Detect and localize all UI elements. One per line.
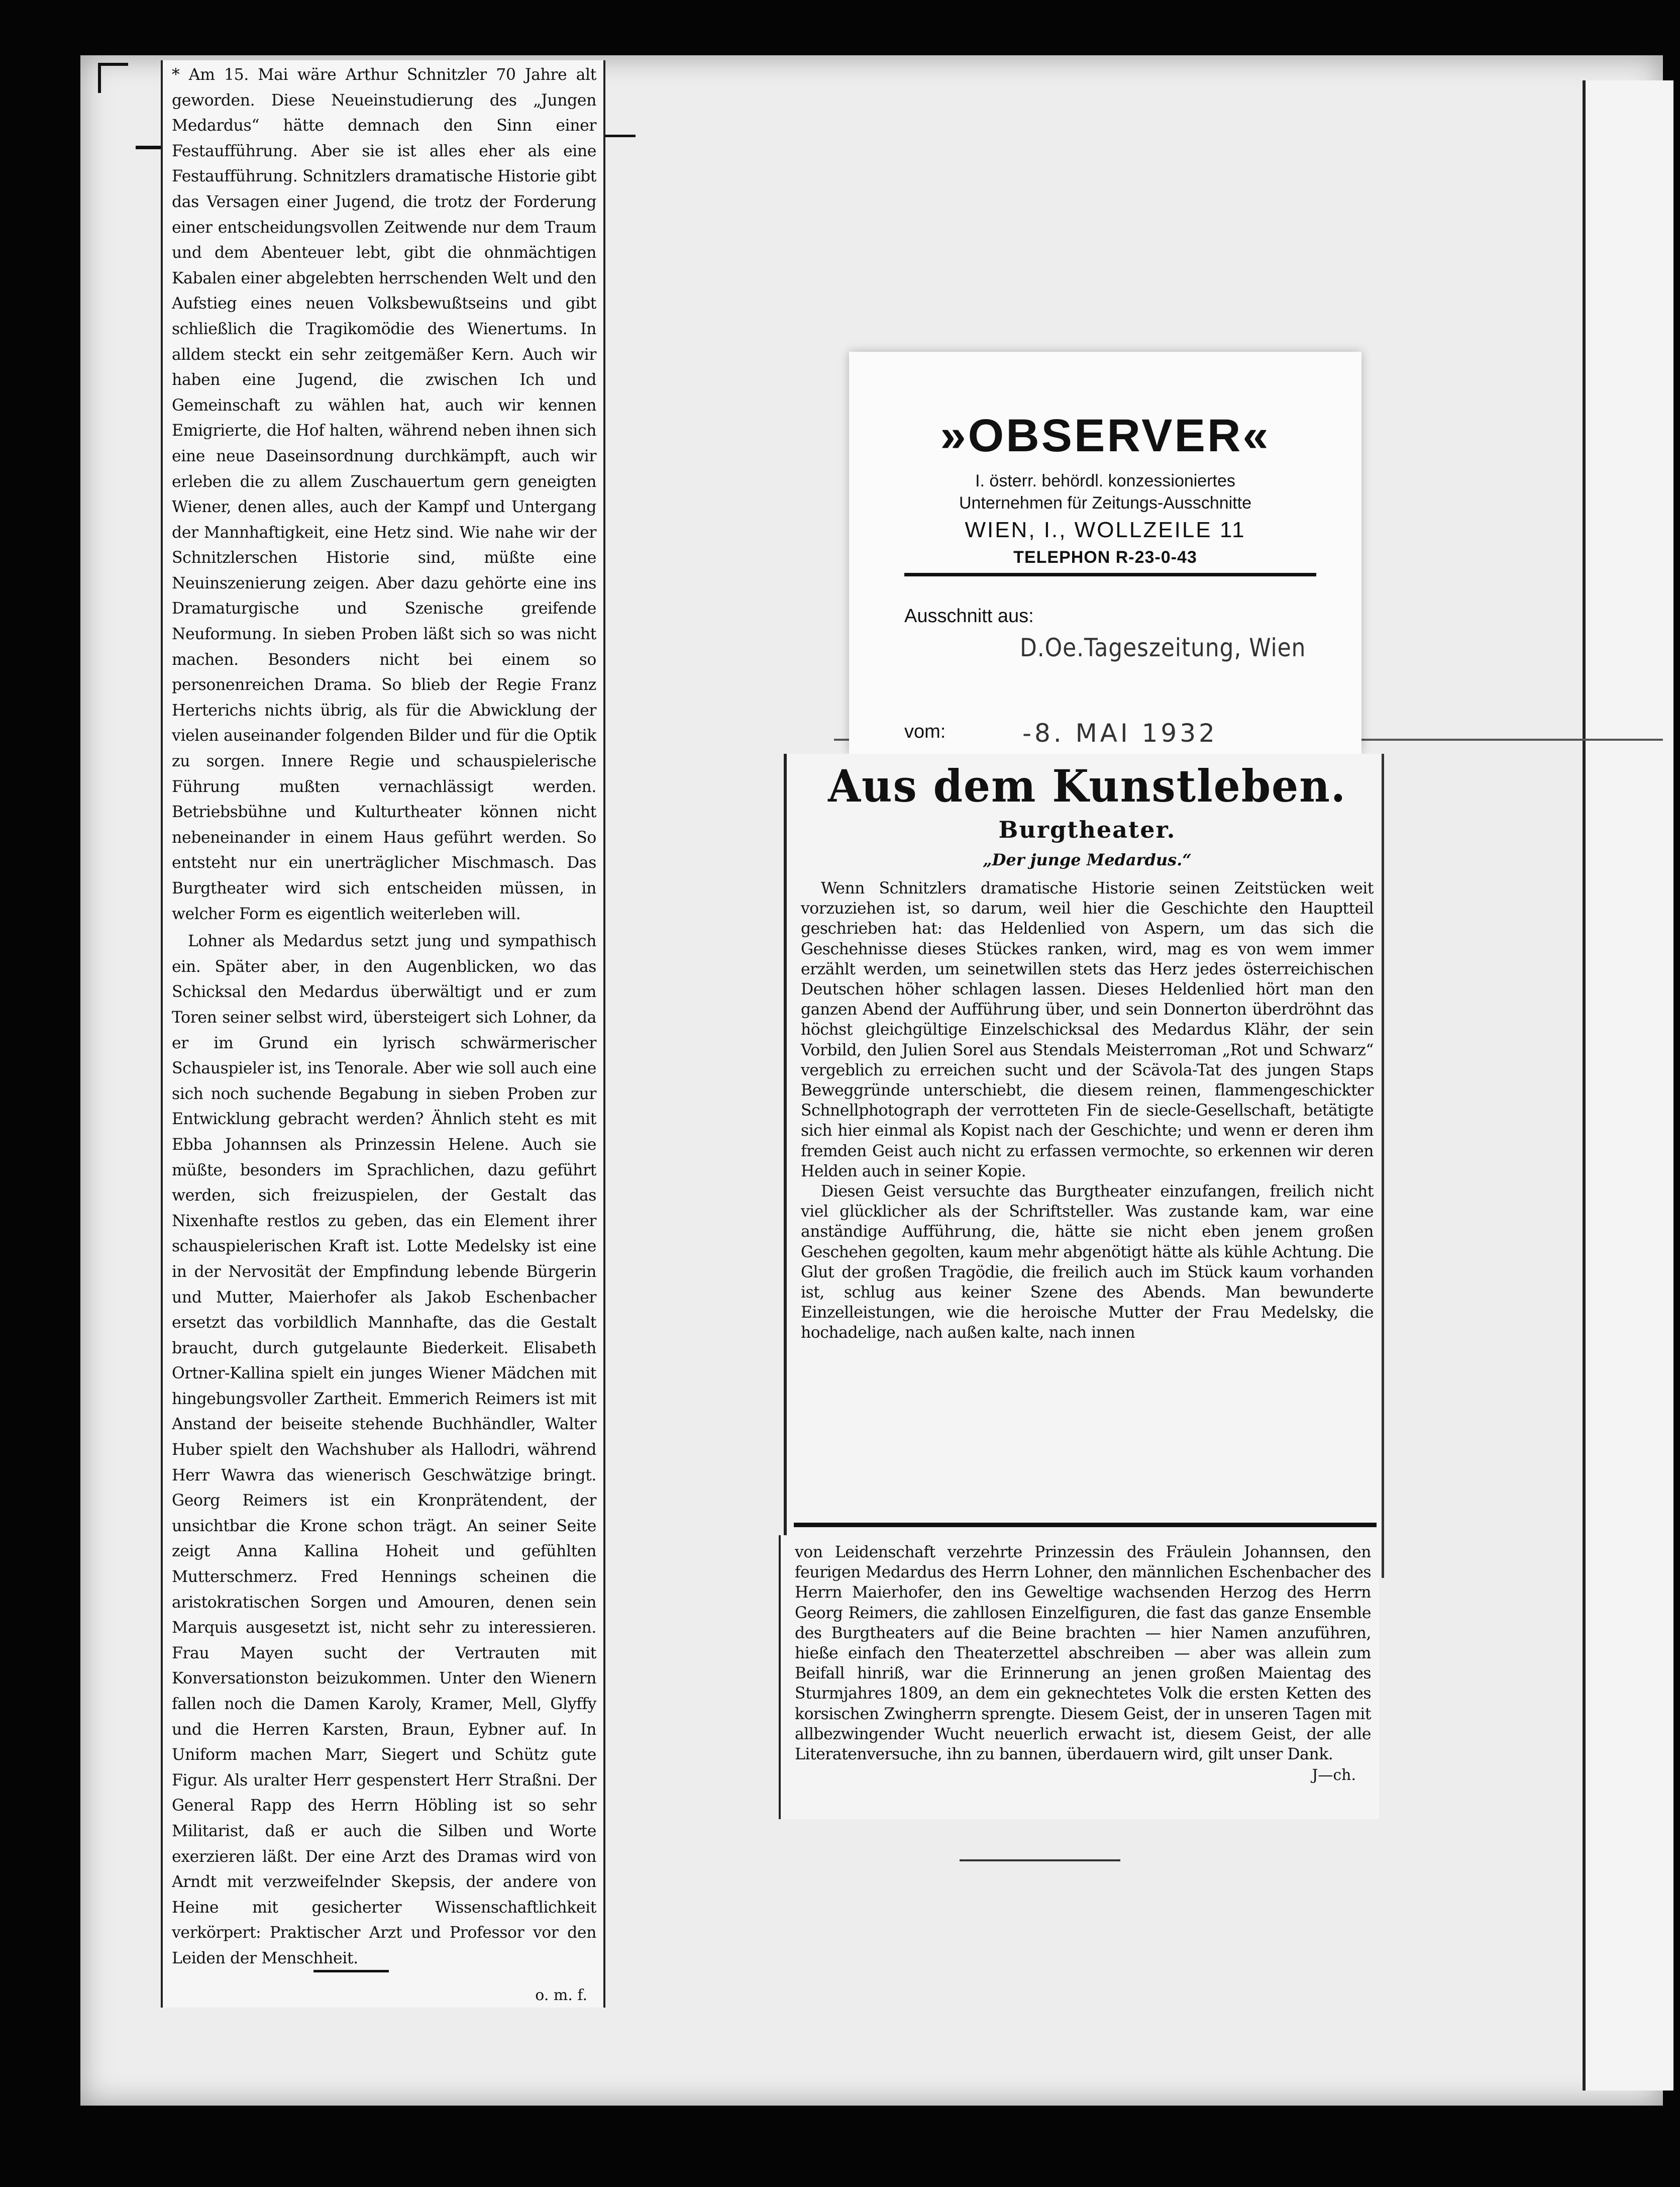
right-article-signature: J—ch. xyxy=(1312,1766,1356,1784)
right-article-paragraph: Wenn Schnitzlers dramatische Historie seinen Zeitstücken weit vorzuziehen ist, so darum, weil hier die Geschichte den Hauptteil geschrieben hat: das Heldenlied von Aspern, um das sich die Geschehnisse dieses Stückes ranken, wird, mag es von wem immer erzählt werden, um seinetwillen stets das Herz jedes österreichischen Deutschen höher schlagen lassen. Dieses Heldenlied hört man den ganzen Abend der Aufführung über, und sein Donnerton überdröhnt das höchst gleichgültige Einzelschicksal des Medardus Klähr, der sein Vorbild, den Julien Sorel aus Stendals Meisterroman „Rot und Schwarz“ vergeblich zu erreichen sucht und der Scävola-Tat des jungen Staps Beweggründe unterschiebt, die diesem reinen, flammengeschickter Schnellphotograph der verrotteten Fin de siecle-Gesellschaft, betätigte sich hier einmal als Kopist nach der Geschichte; und wenn er deren ihm fremden Geist auch nicht zu erfassen vermochte, so erkennen wir deren Helden auch in seiner Kopie. xyxy=(801,879,1374,1180)
corner-mark xyxy=(136,146,163,149)
end-rule xyxy=(960,1859,1120,1861)
right-article-clipping xyxy=(784,754,1384,1578)
right-article-paragraph: Diesen Geist versuchte das Burgtheater einzufangen, freilich nicht viel glücklicher als der Schriftsteller. Was zustande kam, war eine anständige Aufführung, die, hätte sie nicht eben jenem großen Geschehen gegolten, kaum mehr abgenötigt hätte als kühle Achtung. Die Glut der großen Tragödie, die freilich auch im Stück kaum vorhanden ist, schlug aus keiner Szene des Abends. Man bewunderte Einzelleistungen, wie die heroische Mutter der Frau Medelsky, die hochadelige, nach außen kalte, nach innen xyxy=(801,1182,1374,1342)
corner-mark xyxy=(98,63,101,93)
end-rule xyxy=(313,1970,389,1972)
right-article-continuation xyxy=(779,1535,1379,1819)
clipping-source-stamp: D.Oe.Tageszeitung, Wien xyxy=(1020,633,1306,662)
column-divider xyxy=(794,1523,1377,1527)
observer-brand: »OBSERVER« xyxy=(940,410,1271,461)
article-headline: Aus dem Kunstleben. xyxy=(828,760,1346,812)
left-article-paragraph: * Am 15. Mai wäre Arthur Schnitzler 70 Jahre alt geworden. Diese Neueinstudierung des „Jungen Medardus“ hätte demnach den Sinn einer Festaufführung. Aber sie ist alles eher als eine Festaufführung. Schnitzlers dramatische Historie gibt das Versagen einer Jugend, die trotz der Forderung einer entscheidungsvollen Zeitwende nur dem Traum und dem Abenteuer lebt, gibt die ohnmächtigen Kabalen einer abgelebten herrschenden Welt und den Aufstieg eines neuen Volksbewußtseins und gibt schließlich die Tragikomödie des Wienertums. In alldem steckt ein sehr zeitgemäßer Kern. Auch wir haben eine Jugend, die zwischen Ich und Gemeinschaft zu wählen hat, auch wir kennen Emigrierte, die Hof halten, während neben ihnen sich eine neue Daseinsordnung durchkämpft, auch wir erleben die zu allem Zuschauertum gern geneigten Wiener, denen alles, auch der Kampf und Untergang der Mannhaftigkeit, eine Hetz sind. Wie nahe wir der Schnitzlerschen Historie sind, müßte eine Neuinszenierung zeigen. Aber dazu gehörte eine ins Dramaturgische und Szenische greifende Neuformung. In sieben Proben läßt sich so was nicht machen. Besonders nicht bei einem so personenreichen Drama. So blieb der Regie Franz Herterichs nichts übrig, als für die Abwicklung der vielen auseinander folgenden Bilder und für die Optik zu sorgen. Innere Regie und schauspielerische Führung mußten vernachlässigt werden. Betriebsbühne und Kulturtheater können nicht nebeneinander in einem Haus geführt werden. So entsteht nur ein unerträglicher Mischmasch. Das Burgtheater wird sich entscheiden müssen, in welcher Form es eigentlich weiterleben will. xyxy=(172,66,596,923)
clipping-date-stamp: -8. MAI 1932 xyxy=(1022,719,1218,748)
clipping-source-label: Ausschnitt aus: xyxy=(904,606,1034,627)
observer-rule xyxy=(904,573,1316,576)
left-article-signature: o. m. f. xyxy=(535,1986,587,2004)
corner-mark xyxy=(98,63,128,66)
page-edge xyxy=(1583,80,1673,2091)
observer-telephone: TELEPHON R-23-0-43 xyxy=(1013,548,1197,567)
clipping-date-label: vom: xyxy=(904,721,946,742)
article-section-title: Burgtheater. xyxy=(998,816,1176,843)
observer-line: Unternehmen für Zeitungs-Ausschnitte xyxy=(959,493,1252,513)
observer-label xyxy=(849,352,1361,754)
observer-line: I. österr. behördl. konzessioniertes xyxy=(975,471,1235,490)
left-article-paragraph: Lohner als Medardus setzt jung und sympathisch ein. Später aber, in den Augenblicken, wo das Schicksal den Medardus überwältigt und er zum Toren seiner selbst wird, übersteigert sich Lohner, da er im Grund ein lyrisch schwärmerischer Schauspieler ist, ins Tenorale. Aber wie soll auch eine sich noch suchende Begabung in sieben Proben zur Entwicklung gebracht werden? Ähnlich steht es mit Ebba Johannsen als Prinzessin Helene. Auch sie müßte, besonders im Sprachlichen, dazu geführt werden, sich freizuspielen, der Gestalt das Nixenhafte restlos zu geben, das ein Element ihrer schauspielerischen Kraft ist. Lotte Medelsky ist eine in der Nervosität der Empfindung lebende Bürgerin und Mutter, Maierhofer als Jakob Eschenbacher ersetzt das vorbildlich Mannhafte, das die Gestalt braucht, durch gutgelaunte Biederkeit. Elisabeth Ortner-Kallina spielt ein junges Wiener Mädchen mit hingebungsvoller Zartheit. Emmerich Reimers ist mit Anstand der beiseite stehende Buchhändler, Walter Huber spielt den Wachshuber als Hallodri, während Herr Wawra das wienerisch Geschwätzige bringt. Georg Reimers ist ein Kronprätendent, der unsichtbar die Krone schon trägt. An seiner Seite zeigt Anna Kallina Hoheit und gefühlten Mutterschmerz. Fred Hennings scheinen die aristokratischen Sorgen und Amouren, denen sein Marquis ausgesetzt ist, nicht sehr zu interessieren. Frau Mayen sucht der Vertrauten mit Konversationston beizukommen. Unter den Wienern fallen noch die Damen Karoly, Kramer, Mell, Glyffy und die Herren Karsten, Braun, Eybner auf. In Uniform machen Marr, Siegert und Schütz gute Figur. Als uralter Herr gespenstert Herr Straßni. Der General Rapp des Herrn Höbling ist so sehr Militarist, daß er auch die Silben und Worte exerzieren läßt. Der eine Arzt des Dramas wird von Arndt mit verzweifelnder Skepsis, der andere von Heine mit gesicherter Wissenschaftlichkeit verkörpert: Praktischer Arzt und Professor vor den Leiden der Menschheit. xyxy=(172,932,596,1967)
article-subtitle: „Der junge Medardus.“ xyxy=(983,850,1192,869)
corner-mark xyxy=(605,135,636,137)
right-article-paragraph: von Leidenschaft verzehrte Prinzessin des Fräulein Johannsen, den feurigen Medardus des Herrn Lohner, den männlichen Eschenbacher des Herrn Maierhofer, den ins Geweltige wachsenden Herzog des Herrn Georg Reimers, die zahllosen Einzelfiguren, die fast das ganze Ensemble des Burgtheaters auf die Beine brachten — hier Namen anzuführen, hieße einfach den Theaterzettel abschreiben — aber was allein zum Beifall hinriß, war die Erinnerung an jenen großen Maientag des Sturmjahres 1809, an dem ein geknechtetes Volk die ersten Ketten des korsischen Zwingherrn sprengte. Diesem Geist, der in unseren Tagen mit allbezwingender Wucht neuerlich erwacht ist, diesem Geist, der alle Literatenversuche, ihn zu bannen, überdauern wird, gilt unser Dank. xyxy=(795,1543,1371,1764)
left-article-clipping xyxy=(161,60,605,2008)
observer-address: WIEN, I., WOLLZEILE 11 xyxy=(965,518,1246,542)
